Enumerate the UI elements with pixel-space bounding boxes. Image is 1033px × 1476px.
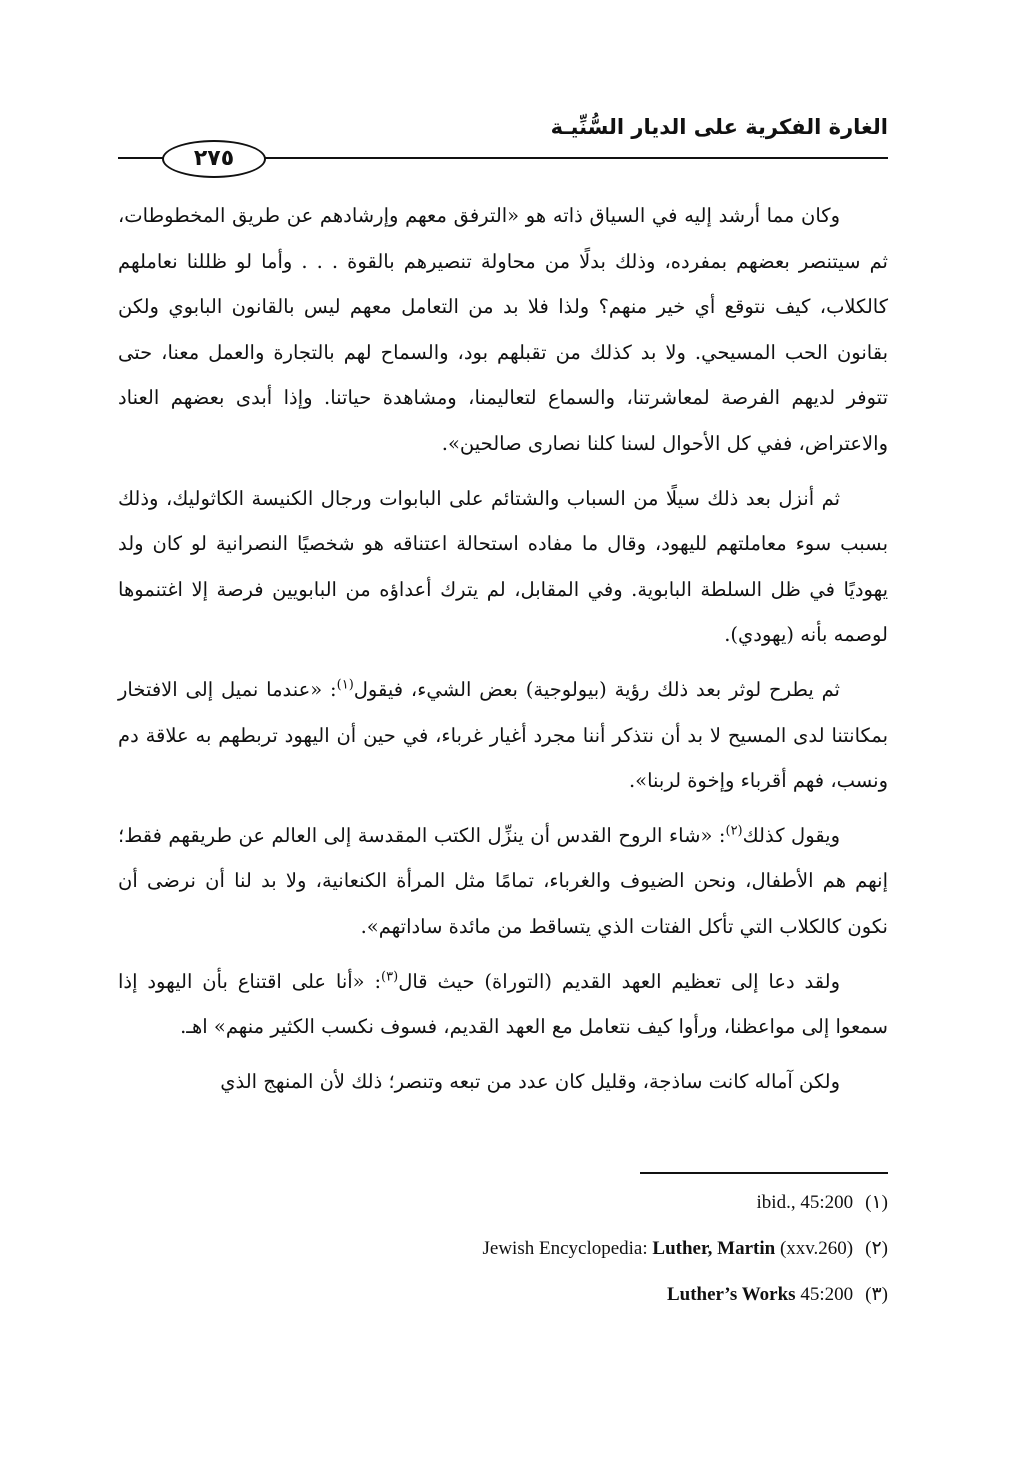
footnote-ref-1[interactable]: (١) (336, 677, 354, 693)
paragraph-3-text: ثم يطرح لوثر بعد ذلك رؤية (بيولوجية) بعض الشيء، فيقول (353, 677, 840, 701)
footnote-2-title: Luther, Martin (652, 1238, 776, 1259)
paragraph-4-quote: : «شاء الروح القدس أن ينزِّل الكتب المقدسة إلى العالم عن طريقهم فقط؛ إنهم هم الأطفال، ونحن الضيوف والغرباء، تمامًا مثل المرأة الكنعانية، ولا بد لنا أن نرضى أن نكون كالكلاب التي تأكل الفتات الذي يتساقط من مائدة ساداتهم». (118, 823, 888, 938)
paragraph-5 (118, 959, 888, 1050)
footnote-ref-3[interactable]: (٣) (381, 969, 399, 984)
footnote-rule (640, 1172, 888, 1174)
footnote-1 (188, 1188, 888, 1234)
footnote-3-title: Luther’s Works (666, 1284, 796, 1305)
footnote-1-text: ibid., 45:200 (756, 1192, 854, 1213)
running-title: الغارة الفكرية على الديار السُّنِّيـة (550, 115, 888, 139)
footnotes (188, 1188, 888, 1326)
footnote-1-number: (١) (865, 1192, 888, 1213)
paragraph-4-text: ويقول كذلك (742, 823, 840, 847)
paragraph-3 (118, 667, 888, 804)
paragraph-5-quote: : «أنا على اقتناع بأن اليهود إذا سمعوا إلى مواعظنا، ورأوا كيف نتعامل مع العهد القديم، فسوف نكسب الكثير منهم» اهـ. (118, 969, 888, 1039)
footnote-3-number: (٣) (865, 1284, 888, 1305)
footnote-ref-2[interactable]: (٢) (725, 823, 743, 839)
page-number-badge: ٢٧٥ (162, 140, 266, 178)
paragraph-5-text: ولقد دعا إلى تعظيم العهد القديم (التوراة) حيث قال (398, 969, 840, 993)
footnote-2-text: (xxv.260) (775, 1238, 854, 1259)
paragraph-2: ثم أنزل بعد ذلك سيلًا من السباب والشتائم على البابوات ورجال الكنيسة الكاثوليك، وذلك بسبب سوء معاملتهم لليهود، وقال ما مفاده استحالة اعتناقه هو شخصيًا النصرانية لو كان ولد يهوديًا في ظل السلطة البابوية. وفي المقابل، لم يترك أعداؤه من البابويين فرصة إلا اغتنموها لوصمه بأنه (يهودي). (118, 486, 888, 647)
paragraph-6: ولكن آماله كانت ساذجة، وقليل كان عدد من تبعه وتنصر؛ ذلك لأن المنهج الذي (220, 1069, 840, 1093)
body-text (118, 193, 888, 1104)
paragraph-1: وكان مما أرشد إليه في السياق ذاته هو «الترفق معهم وإرشادهم عن طريق المخطوطات، ثم سيتنصر بعضهم بمفرده، وذلك بدلًا من محاولة تنصيرهم بالقوة . . . وأما لو ظللنا نعاملهم كالكلاب، كيف نتوقع أي خير منهم؟ ولذا فلا بد من التعامل معهم ليس بالقانون البابوي ولكن بقانون الحب المسيحي. ولا بد كذلك من تقبلهم بود، والسماح لهم بالتجارة والعمل معنا، حتى تتوفر لديهم الفرصة لمعاشرتنا، والسماع لتعاليمنا، ومشاهدة حياتنا. وإذا أبدى بعضهم العناد والاعتراض، ففي كل الأحوال لسنا كلنا نصارى صالحين». (118, 204, 888, 455)
footnote-2 (188, 1234, 888, 1280)
paragraph-4 (118, 813, 888, 950)
footnote-3 (188, 1280, 888, 1326)
footnote-2-number: (٢) (865, 1238, 888, 1259)
footnote-2-lead: Jewish Encyclopedia: (482, 1238, 653, 1259)
paragraph-3-quote: : «عندما نميل إلى الافتخار بمكانتنا لدى المسيح لا بد أن نتذكر أننا مجرد أغيار غرباء، في حين أن اليهود تربطهم به علاقة دم ونسب، فهم أقرباء وإخوة لربنا». (118, 677, 888, 793)
footnote-3-text: 45:200 (795, 1284, 854, 1305)
